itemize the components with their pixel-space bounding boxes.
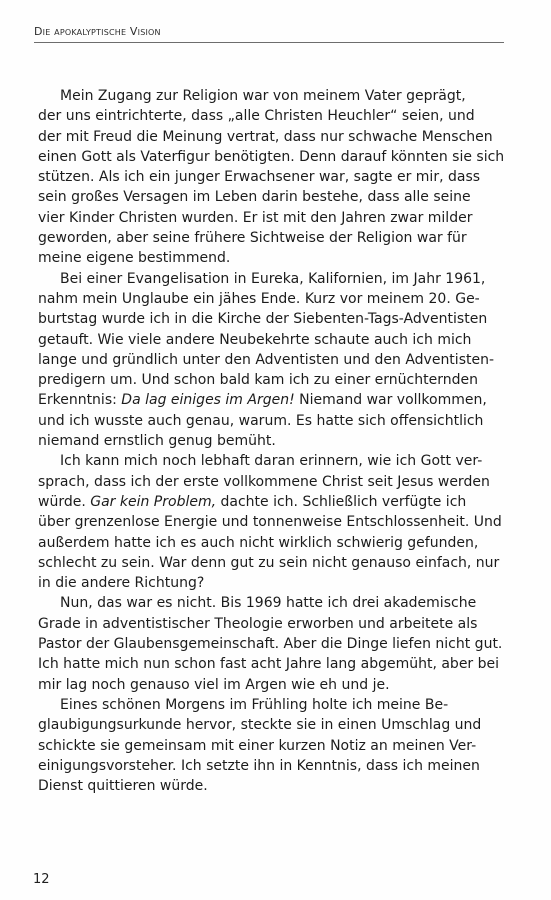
text-line: lange und gründlich unter den Adventisten und den Adventisten- <box>38 351 495 368</box>
text-line: Eines schönen Morgens im Frühling holte ich meine Be- <box>60 696 449 713</box>
text-line: Ich kann mich noch lebhaft daran erinnern, wie ich Gott ver- <box>60 453 483 470</box>
text-line: Bei einer Evangelisation in Eureka, Kalifornien, im Jahr 1961, <box>60 270 486 287</box>
text-line: nahm mein Unglaube ein jähes Ende. Kurz vor meinem 20. Ge- <box>38 290 480 307</box>
text-line: schlecht zu sein. War denn gut zu sein nicht genauso einfach, nur <box>38 554 500 571</box>
running-header-title: Die apokalyptische Vision <box>34 25 161 38</box>
text-line: getauft. Wie viele andere Neubekehrte schaute auch ich mich <box>38 331 472 348</box>
text-line: meine eigene bestimmend. <box>38 250 231 267</box>
text-line: Pastor der Glaubensgemeinschaft. Aber die Dinge liefen nicht gut. <box>38 636 503 653</box>
text-line: stützen. Als ich ein junger Erwachsener war, sagte er mir, dass <box>38 169 481 186</box>
text-line: einen Gott als Vaterfigur benötigten. Denn darauf könnten sie sich <box>38 148 505 165</box>
header-rule <box>34 42 504 43</box>
text-line: mir lag noch genauso viel im Argen wie eh und je. <box>38 676 390 693</box>
paragraph-1 <box>38 86 505 269</box>
page-number: 12 <box>33 872 50 887</box>
text-line: predigern um. Und schon bald kam ich zu einer ernüchternden <box>38 372 478 389</box>
text-line: burtstag wurde ich in die Kirche der Siebenten-Tags-Adventisten <box>38 311 488 328</box>
emphasis-text: Gar kein Problem, <box>90 493 217 510</box>
paragraph-4 <box>38 593 501 694</box>
text-line: der mit Freud die Meinung vertrat, dass nur schwache Menschen <box>38 128 493 145</box>
text-line: in die andere Richtung? <box>38 575 205 592</box>
paragraph-2 <box>38 269 501 452</box>
text-line: sprach, dass ich der erste vollkommene Christ seit Jesus werden <box>38 473 490 490</box>
text-line: der uns eintrichterte, dass „alle Christen Heuchler“ seien, und <box>38 108 475 125</box>
text-line: und ich wusste auch genau, warum. Es hatte sich offensichtlich <box>38 412 484 429</box>
text-line: Grade in adventistischer Theologie erworben und arbeitete als <box>38 615 478 632</box>
body-text <box>38 86 505 796</box>
paragraph-3 <box>38 451 501 593</box>
text-line: schickte sie gemeinsam mit einer kurzen Notiz an meinen Ver- <box>38 737 477 754</box>
text-line: Ich hatte mich nun schon fast acht Jahre lang abgemüht, aber bei <box>38 656 500 673</box>
text-run: Niemand war vollkommen, <box>294 392 487 409</box>
paragraph-5 <box>38 695 501 796</box>
text-line-mixed <box>38 390 501 410</box>
text-line: Mein Zugang zur Religion war von meinem Vater geprägt, <box>60 88 466 104</box>
text-line: glaubigungsurkunde hervor, steckte sie in einen Umschlag und <box>38 717 482 734</box>
text-line: über grenzenlose Energie und tonnenweise Entschlossenheit. Und <box>38 514 502 531</box>
text-line: außerdem hatte ich es auch nicht wirklich schwierig gefunden, <box>38 534 479 551</box>
text-line: sein großes Versagen im Leben darin bestehe, dass alle seine <box>38 189 471 206</box>
text-line: geworden, aber seine frühere Sichtweise der Religion war für <box>38 230 467 247</box>
text-run: Erkenntnis: <box>38 392 122 409</box>
text-line-mixed <box>38 492 501 512</box>
text-line: niemand ernstlich genug bemüht. <box>38 433 276 450</box>
text-line: Dienst quittieren würde. <box>38 778 208 795</box>
text-line: einigungsvorsteher. Ich setzte ihn in Kenntnis, dass ich meinen <box>38 757 480 774</box>
emphasis-text: Da lag einiges im Argen! <box>121 392 295 409</box>
text-line: Nun, das war es nicht. Bis 1969 hatte ich drei akademische <box>60 595 477 612</box>
text-run: dachte ich. Schließlich verfügte ich <box>216 493 467 510</box>
text-run: würde. <box>38 493 91 510</box>
running-header <box>34 25 504 41</box>
text-line: vier Kinder Christen wurden. Er ist mit den Jahren zwar milder <box>38 209 473 226</box>
